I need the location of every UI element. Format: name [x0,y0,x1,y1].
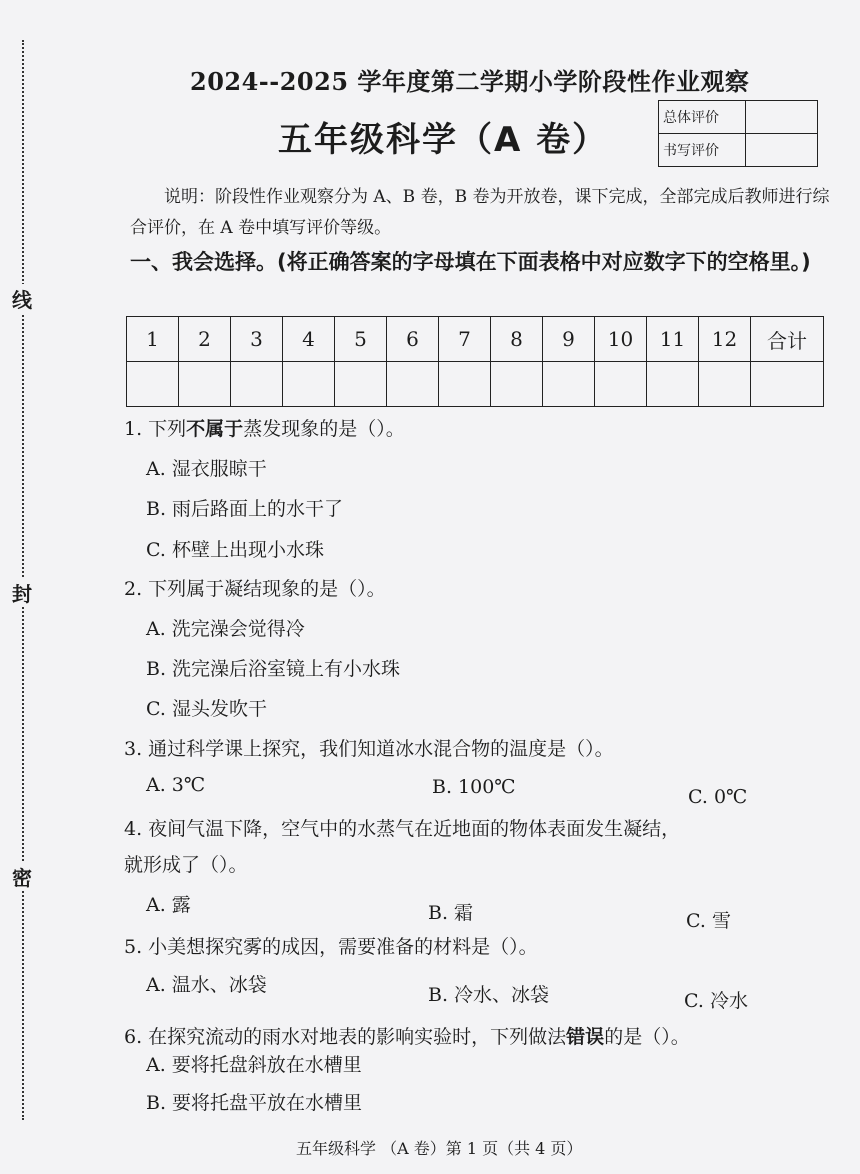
evaluation-box [658,100,818,167]
col-header: 4 [283,317,335,362]
col-header: 9 [543,317,595,362]
overall-eval-label: 总体评价 [659,101,746,134]
question-4-option-c: C. 雪 [686,910,731,932]
binding-char-seal: 封 [6,578,38,607]
answer-cell[interactable] [595,362,647,407]
col-header: 8 [491,317,543,362]
answer-cell[interactable] [647,362,699,407]
answer-grid-header-row [127,317,824,362]
writing-eval-label: 书写评价 [659,134,746,167]
question-2-option-b: B. 洗完澡后浴室镜上有小水珠 [146,658,401,680]
question-text: 1. 下列 [124,418,187,440]
question-6-option-b: B. 要将托盘平放在水槽里 [146,1092,363,1114]
answer-grid [126,316,824,407]
question-1-option-a: A. 湿衣服晾干 [146,458,267,480]
answer-grid-input-row [127,362,824,407]
col-header: 2 [179,317,231,362]
answer-cell[interactable] [231,362,283,407]
question-text: 6. 在探究流动的雨水对地表的影响实验时，下列做法 [124,1026,567,1048]
question-4-option-a: A. 露 [146,894,191,916]
col-header: 12 [699,317,751,362]
exam-title: 2024--2025 学年度第二学期小学阶段性作业观察 [190,67,750,96]
question-2-option-c: C. 湿头发吹干 [146,698,267,720]
answer-cell[interactable] [491,362,543,407]
question-emphasis: 不属于 [186,418,244,440]
question-5-option-b: B. 冷水、冰袋 [428,984,550,1006]
question-5-stem: 5. 小美想探究雾的成因，需要准备的材料是（）。 [124,936,538,958]
question-4-option-b: B. 霜 [428,902,474,924]
question-6-stem [124,1022,690,1049]
question-5-option-a: A. 温水、冰袋 [146,974,267,996]
question-1-option-b: B. 雨后路面上的水干了 [146,498,344,520]
question-4-stem: 4. 夜间气温下降，空气中的水蒸气在近地面的物体表面发生凝结， [124,818,681,840]
question-2-stem: 2. 下列属于凝结现象的是（）。 [124,578,386,600]
col-header: 10 [595,317,647,362]
page-footer: 五年级科学 （A 卷）第 1 页（共 4 页） [296,1139,583,1158]
section-heading: 一、我会选择。(将正确答案的字母填在下面表格中对应数字下的空格里。) [130,250,811,274]
question-5-option-c: C. 冷水 [684,990,748,1012]
answer-cell[interactable] [179,362,231,407]
binding-char-secret: 密 [6,862,38,891]
answer-cell[interactable] [283,362,335,407]
answer-cell[interactable] [543,362,595,407]
question-3-option-a: A. 3℃ [146,774,206,796]
question-emphasis: 错误 [566,1026,605,1048]
question-3-stem: 3. 通过科学课上探究，我们知道冰水混合物的温度是（）。 [124,738,614,760]
exam-subtitle: 五年级科学（A 卷） [278,120,609,160]
answer-cell[interactable] [439,362,491,407]
binding-char-line: 线 [6,284,38,313]
total-cell[interactable] [751,362,824,407]
question-2-option-a: A. 洗完澡会觉得冷 [146,618,305,640]
col-header: 11 [647,317,699,362]
question-text: 蒸发现象的是（）。 [243,418,405,440]
instructions-note: 说明：阶段性作业观察分为 A、B 卷，B 卷为开放卷，课下完成，全部完成后教师进行综合评价，在 A 卷中填写评价等级。 [130,187,830,238]
col-header-total: 合计 [751,317,824,362]
question-3-option-b: B. 100℃ [432,776,516,798]
question-1-stem [124,414,405,441]
question-text: 的是（）。 [604,1026,690,1048]
col-header: 6 [387,317,439,362]
answer-cell[interactable] [387,362,439,407]
answer-cell[interactable] [335,362,387,407]
col-header: 7 [439,317,491,362]
overall-eval-field[interactable] [746,101,818,134]
answer-cell[interactable] [699,362,751,407]
col-header: 5 [335,317,387,362]
question-6-option-a: A. 要将托盘斜放在水槽里 [146,1054,362,1076]
answer-cell[interactable] [127,362,179,407]
writing-eval-field[interactable] [746,134,818,167]
question-4-stem-cont: 就形成了（）。 [124,854,248,876]
col-header: 3 [231,317,283,362]
col-header: 1 [127,317,179,362]
question-3-option-c: C. 0℃ [688,786,748,808]
question-1-option-c: C. 杯壁上出现小水珠 [146,539,324,561]
